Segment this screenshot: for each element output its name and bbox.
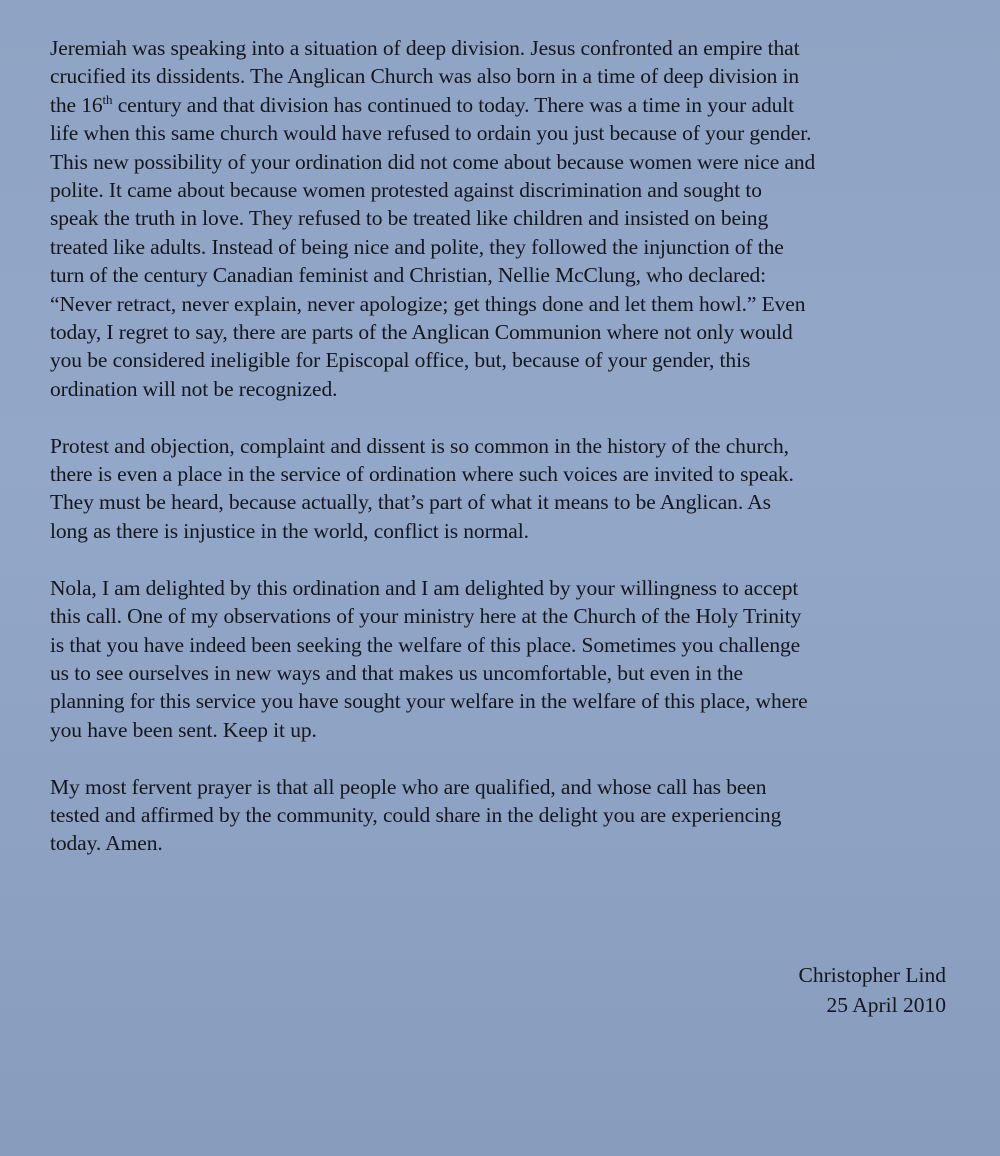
text-line: treated like adults. Instead of being nice and polite, they followed the injunction of the xyxy=(50,234,784,259)
paragraph-2 xyxy=(50,432,944,546)
text-line: you have been sent. Keep it up. xyxy=(50,717,317,742)
text-line: today. Amen. xyxy=(50,831,163,856)
text-line: crucified its dissidents. The Anglican Church was also born in a time of deep division in xyxy=(50,64,800,89)
text-line: long as there is injustice in the world, conflict is normal. xyxy=(50,518,529,543)
text-line: today, I regret to say, there are parts of the Anglican Communion where not only would xyxy=(50,320,793,345)
text-line: “Never retract, never explain, never apologize; get things done and let them howl.” Even xyxy=(50,291,806,316)
paragraph-4 xyxy=(50,773,944,858)
text-line xyxy=(50,91,944,119)
text-line: This new possibility of your ordination did not come about because women were nice and xyxy=(50,149,816,174)
text-line: us to see ourselves in new ways and that makes us uncomfortable, but even in the xyxy=(50,660,743,685)
text-line: is that you have indeed been seeking the welfare of this place. Sometimes you challenge xyxy=(50,632,801,657)
author-name: Christopher Lind xyxy=(798,963,946,987)
ordinal-superscript: th xyxy=(102,91,113,107)
text-line: They must be heard, because actually, that’s part of what it means to be Anglican. As xyxy=(50,490,771,515)
text-line: Jeremiah was speaking into a situation of deep division. Jesus confronted an empire that xyxy=(50,36,800,60)
text-line: Nola, I am delighted by this ordination and I am delighted by your willingness to accept xyxy=(50,575,799,600)
text-fragment: the 16 xyxy=(50,92,103,117)
text-line: Protest and objection, complaint and dissent is so common in the history of the church, xyxy=(50,433,789,458)
paragraph-1 xyxy=(50,34,944,403)
text-line: polite. It came about because women protested against discrimination and sought to xyxy=(50,178,762,203)
text-line: you be considered ineligible for Episcopal office, but, because of your gender, this xyxy=(50,348,751,373)
text-line: life when this same church would have refused to ordain you just because of your gender. xyxy=(50,121,812,146)
text-line: My most fervent prayer is that all people who are qualified, and whose call has been xyxy=(50,774,767,799)
text-line: ordination will not be recognized. xyxy=(50,376,338,401)
text-line: speak the truth in love. They refused to be treated like children and insisted on being xyxy=(50,206,769,231)
text-line: planning for this service you have sought your welfare in the welfare of this place, where xyxy=(50,689,808,714)
text-line: turn of the century Canadian feminist and Christian, Nellie McClung, who declared: xyxy=(50,263,767,288)
text-fragment: century and that division has continued to today. There was a time in your adult xyxy=(112,92,794,117)
text-line: there is even a place in the service of ordination where such voices are invited to speak. xyxy=(50,462,794,487)
signature-block xyxy=(799,960,947,1020)
paragraph-3 xyxy=(50,574,944,744)
text-line: tested and affirmed by the community, could share in the delight you are experiencing xyxy=(50,802,782,827)
text-line: this call. One of my observations of your ministry here at the Church of the Holy Trinity xyxy=(50,604,802,629)
letter-date: 25 April 2010 xyxy=(826,993,946,1017)
